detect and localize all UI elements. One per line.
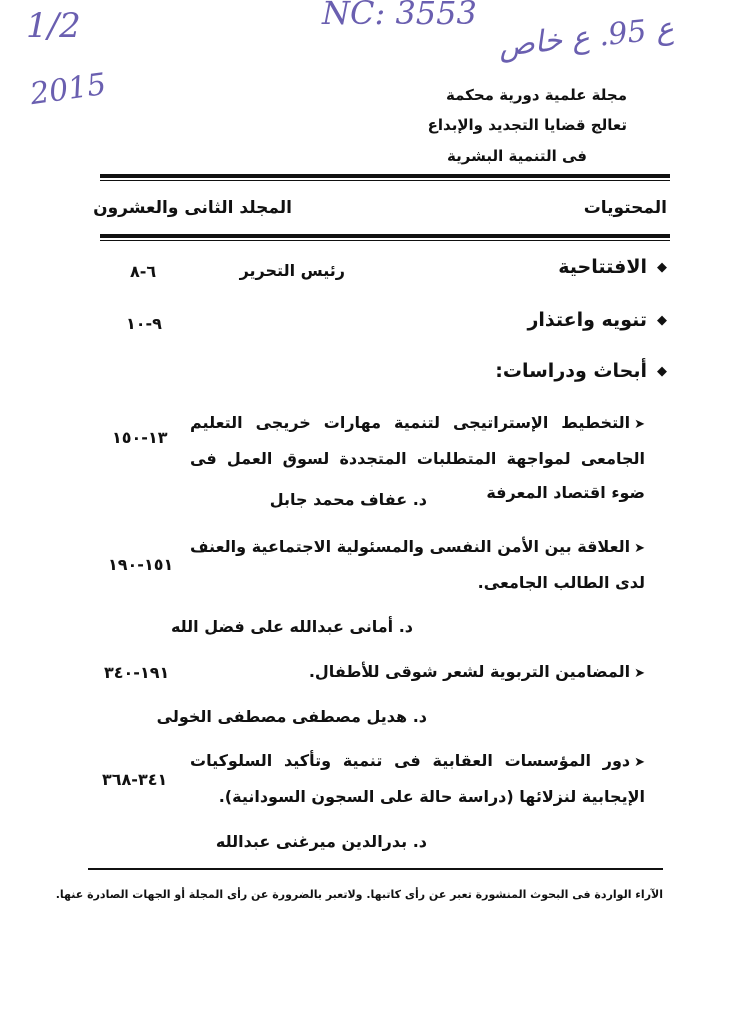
section-title: تنويه واعتذار [527,309,647,331]
section-notice-pages: ٩-١٠ [126,314,162,333]
disclaimer: الآراء الواردة فى البحوث المنشورة تعبر عن رأى كاتبها. ولاتعبر بالضرورة عن رأى المجلة أو الجهات الصادرة عنها. [55,888,663,901]
bullet-diamond-icon: ◆ [657,313,667,328]
journal-line-3: فى التنمية البشرية [447,147,587,165]
section-research [495,360,667,382]
arrow-icon: ➤ [634,666,645,681]
top-double-rule [100,174,670,178]
article-author-4: د. بدرالدين ميرغنى عبدالله [215,832,427,851]
journal-line-2: تعالج قضايا التجديد والإبداع [427,116,627,134]
handwritten-year: 2015 [27,66,109,113]
section-notice [527,309,667,331]
bottom-thin-rule [100,240,670,241]
volume-label: المجلد الثانى والعشرون [93,198,292,218]
bullet-diamond-icon: ◆ [657,364,667,379]
article-pages-2: ١٥١-١٩٠ [108,555,174,574]
article-pages-3: ١٩١-٣٤٠ [104,663,170,682]
journal-line-1: مجلة علمية دورية محكمة [446,86,627,104]
section-editorial-by: رئيس التحرير [239,261,345,280]
arrow-icon: ➤ [634,755,645,770]
section-title: الافتتاحية [558,256,647,278]
article-title-2: ➤العلاقة بين الأمن النفسى والمسئولية الاجتماعية والعنف لدى الطالب الجامعى. [190,537,645,592]
handwritten-issue-code: ع 95. ع خاص [496,10,676,65]
section-editorial [558,256,667,278]
article-title-4: ➤دور المؤسسات العقابية فى تنمية وتأكيد السلوكيات الإيجابية لنزلائها (دراسة حالة على السجون السودانية). [190,751,645,806]
article-title-3: ➤المضامين التربوية لشعر شوقى للأطفال. [308,662,645,681]
article-author-3: د. هديل مصطفى مصطفى الخولى [156,707,427,726]
section-editorial-pages: ٦-٨ [130,262,157,281]
contents-title: المحتويات [583,198,667,218]
top-thin-rule [100,180,670,181]
section-title: أبحاث ودراسات: [495,360,647,382]
article-author-1: د. عفاف محمد جابل [269,490,427,509]
article-pages-1: ١٣-١٥٠ [112,428,168,447]
handwritten-fraction: 1/2 [26,6,81,46]
article-author-2: د. أمانى عبدالله على فضل الله [170,617,413,636]
article-pages-4: ٣٤١-٣٦٨ [102,770,168,789]
arrow-icon: ➤ [634,417,645,432]
handwritten-nc-number: NC: 3553 [322,0,477,32]
bullet-diamond-icon: ◆ [657,260,667,275]
article-title-1: ➤التخطيط الإستراتيجى لتنمية مهارات خريجى التعليم الجامعى لمواجهة المتطلبات المتجددة لسوق العمل فى ضوء اقتصاد المعرفة [190,413,645,502]
bottom-double-rule [100,234,670,238]
footer-rule [88,868,663,870]
arrow-icon: ➤ [634,541,645,556]
